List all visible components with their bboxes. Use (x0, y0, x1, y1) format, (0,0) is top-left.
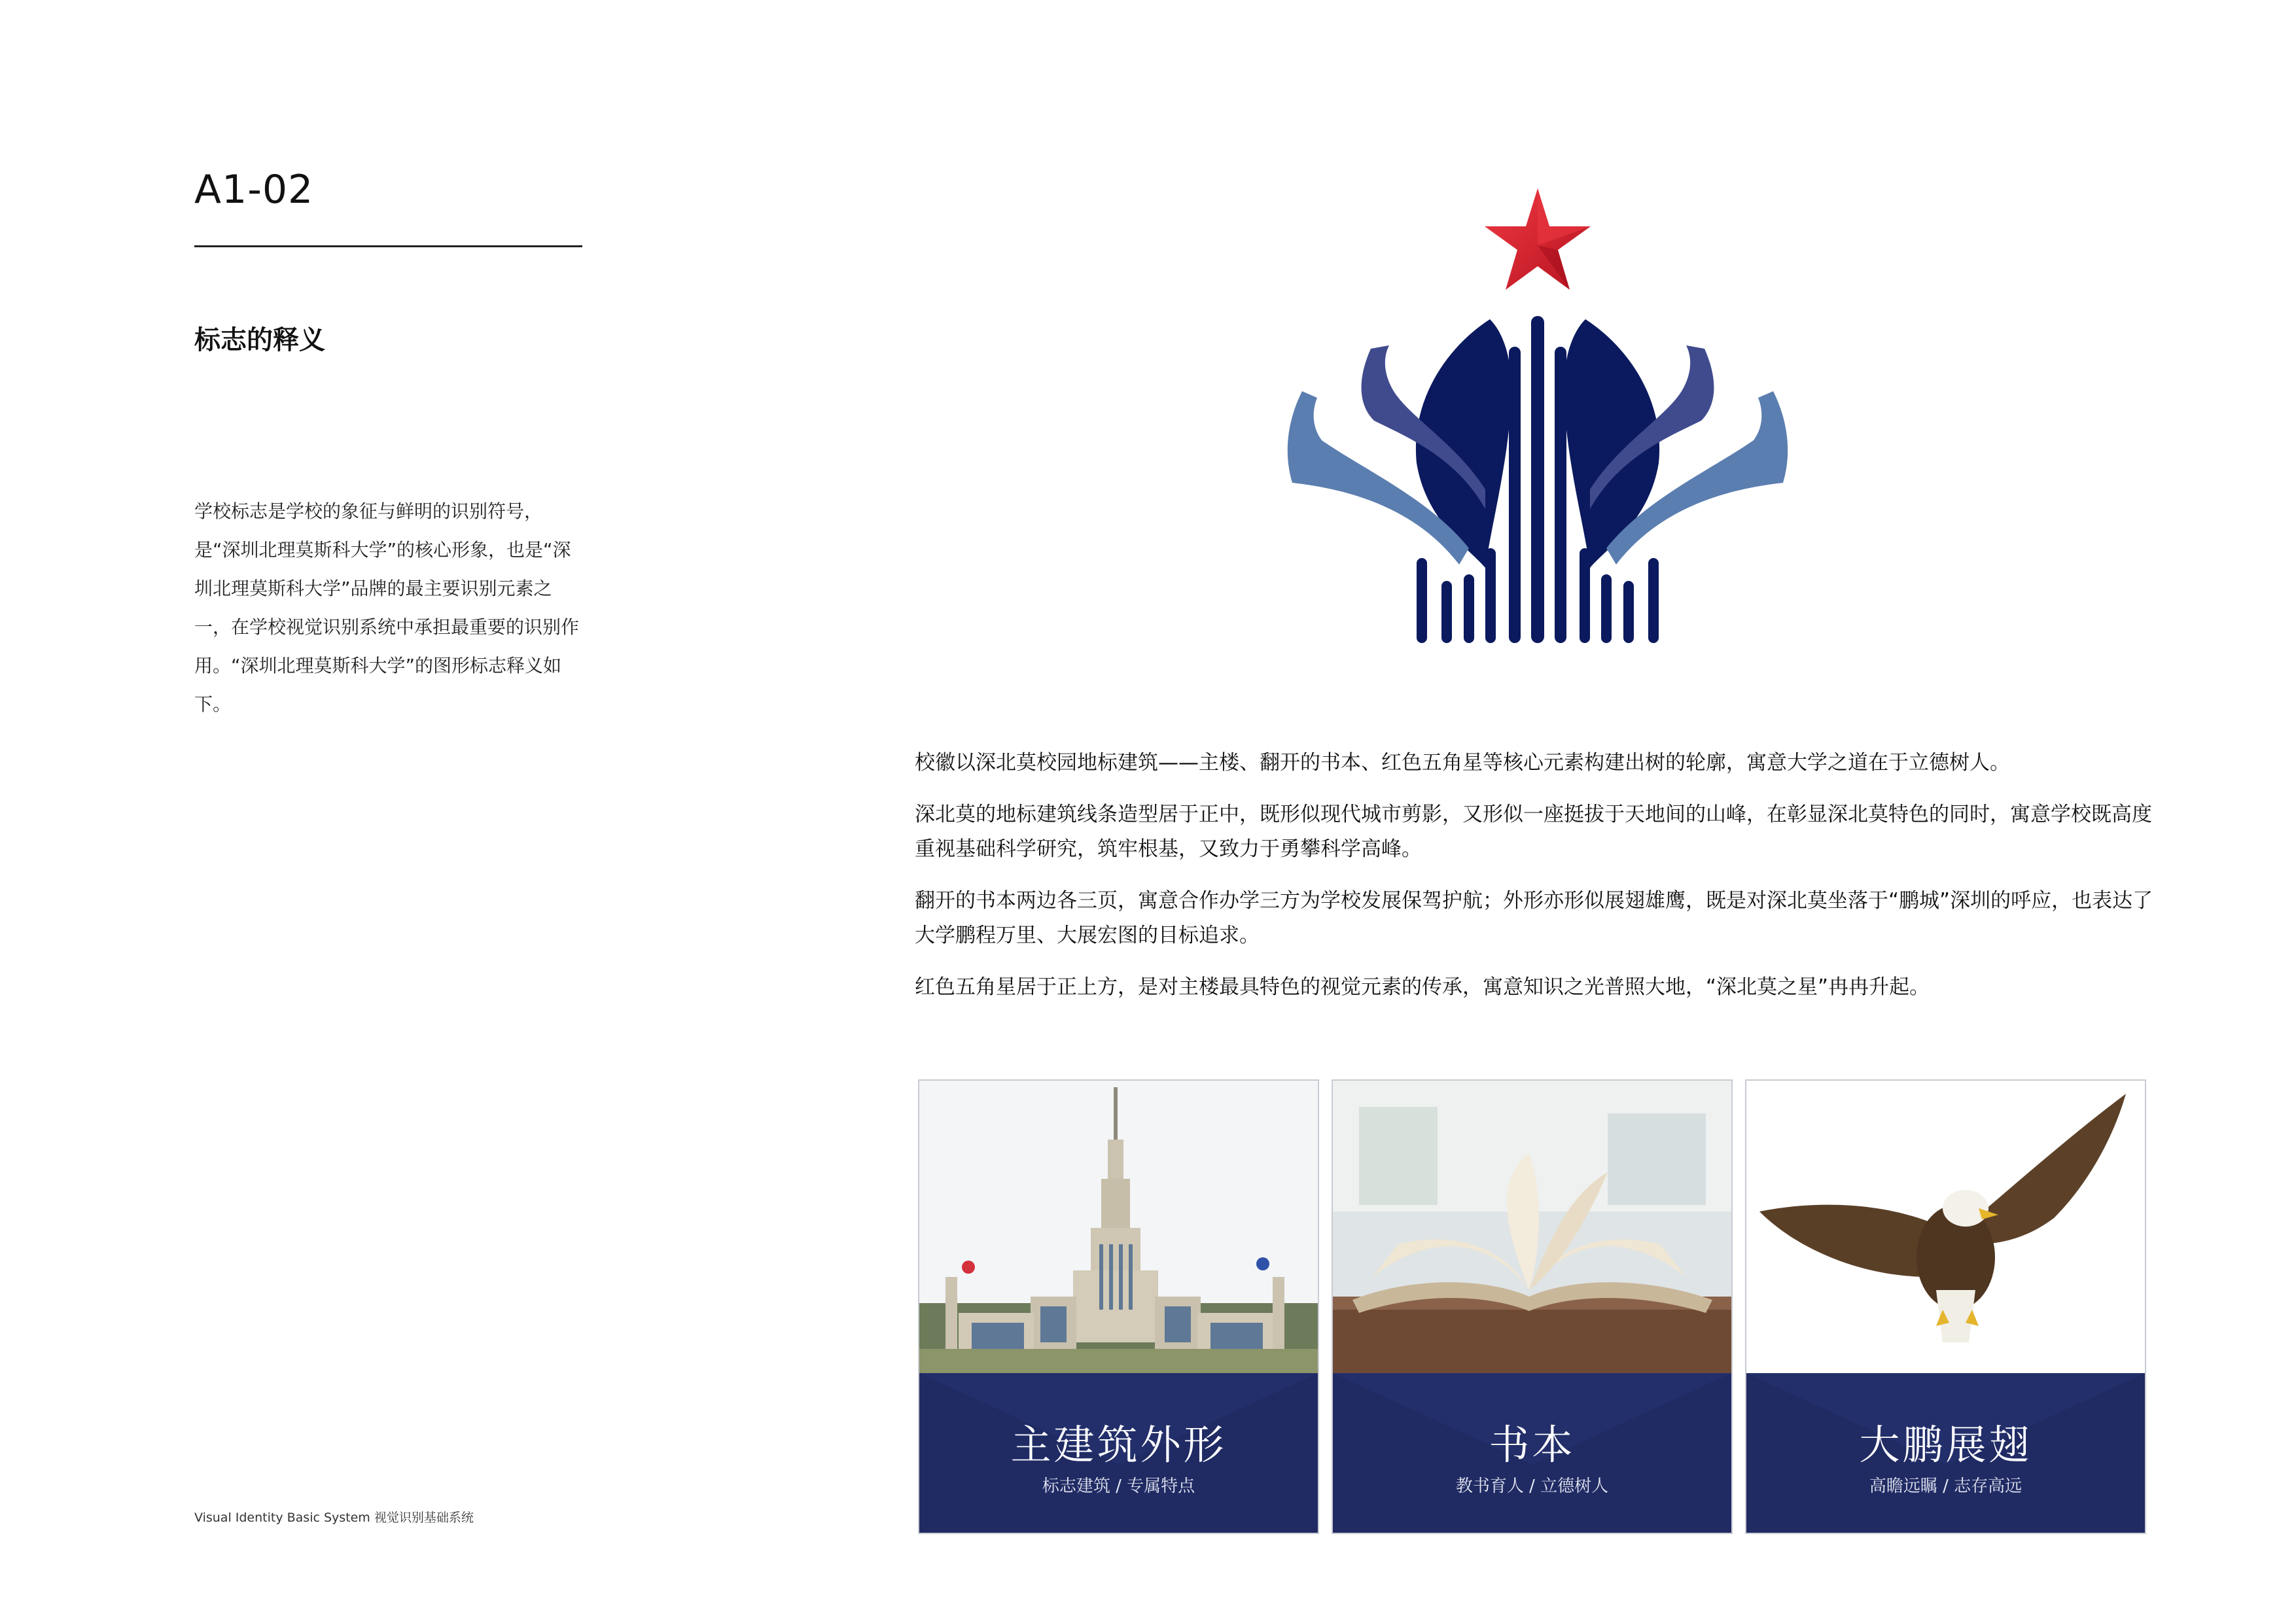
card-subtitle: 高瞻远瞩 / 志存高远 (1869, 1476, 2022, 1496)
page-code: A1-02 (194, 167, 314, 213)
paragraph: 红色五角星居于正上方，是对主楼最具特色的视觉元素的传承，寓意知识之光普照大地，“深北莫之星”冉冉升起。 (915, 975, 1930, 999)
eagle-image (1746, 1081, 2145, 1373)
card-title: 主建筑外形 (1010, 1421, 1227, 1469)
card-book (1332, 1079, 1733, 1534)
title-divider (194, 245, 582, 247)
open-book-image (1333, 1081, 1731, 1373)
card-caption (1746, 1373, 2145, 1534)
university-emblem-icon (1260, 182, 1816, 659)
section-title: 标志的释义 (194, 325, 325, 355)
main-building-image (919, 1081, 1318, 1373)
paragraph: 翻开的书本两边各三页，寓意合作办学三方为学校发展保驾护航；外形亦形似展翅雄鹰，既是对深北莫坐落于“鹏城”深圳的呼应，也表达了大学鹏程万里、大展宏图的目标追求。 (915, 889, 2153, 947)
paragraph: 深北莫的地标建筑线条造型居于正中，既形似现代城市剪影，又形似一座挺拔于天地间的山峰，在彰显深北莫特色的同时，寓意学校既高度重视基础科学研究，筑牢根基，又致力于勇攀科学高峰。 (915, 803, 2152, 861)
card-title: 大鹏展翅 (1859, 1421, 2032, 1469)
card-title: 书本 (1489, 1421, 1576, 1469)
card-eagle (1745, 1079, 2146, 1534)
card-main-building (918, 1079, 1319, 1534)
card-subtitle: 标志建筑 / 专属特点 (1042, 1476, 1195, 1496)
card-subtitle: 教书育人 / 立德树人 (1455, 1476, 1609, 1496)
element-cards (918, 1079, 2155, 1534)
emblem-description (915, 746, 2171, 1022)
card-caption (1333, 1373, 1731, 1534)
card-caption (919, 1373, 1318, 1534)
footer-label: Visual Identity Basic System 视觉识别基础系统 (194, 1510, 474, 1525)
intro-text: 学校标志是学校的象征与鲜明的识别符号，是“深圳北理莫斯科大学”的核心形象，也是“深圳北理莫斯科大学”品牌的最主要识别元素之一，在学校视觉识别系统中承担最重要的识别作用。“深圳北理莫斯科大学”的图形标志释义如下。 (194, 500, 580, 715)
paragraph: 校徽以深北莫校园地标建筑——主楼、翻开的书本、红色五角星等核心元素构建出树的轮廓，寓意大学之道在于立德树人。 (915, 751, 2010, 775)
